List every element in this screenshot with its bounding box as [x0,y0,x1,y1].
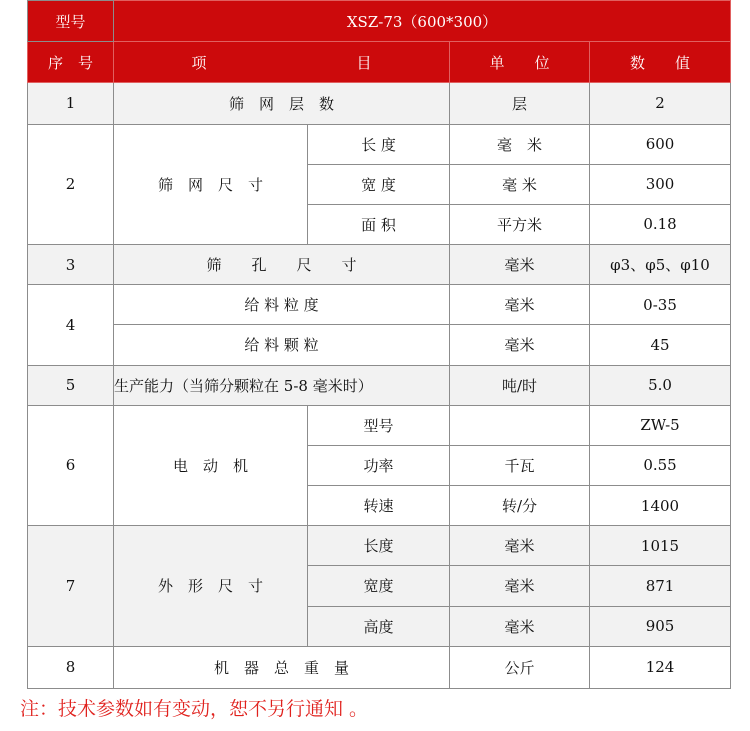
table-row [28,124,731,164]
unit-cell: 毫米 [450,526,590,566]
sub-item-cell: 面 积 [308,204,450,244]
unit-cell: 毫 米 [450,124,590,164]
value-cell: 45 [590,325,731,365]
unit-cell: 层 [450,83,590,124]
col-header-seq: 序 号 [28,42,114,83]
table-row [28,646,731,688]
value-cell: 2 [590,83,731,124]
value-cell: 871 [590,566,731,606]
footnote: 注：技术参数如有变动，恕不另行通知 。 [20,698,369,720]
sub-item-cell: 宽 度 [308,164,450,204]
seq-cell: 6 [28,405,114,526]
seq-cell: 7 [28,526,114,647]
sub-item-cell: 长度 [308,526,450,566]
header-columns-row [28,42,731,83]
seq-cell: 2 [28,124,114,245]
table-row [28,405,731,445]
item-cell: 机 器 总 重 量 [114,646,450,688]
model-label: 型号 [28,1,114,42]
unit-cell: 毫米 [450,285,590,325]
unit-cell: 毫米 [450,325,590,365]
item-cell: 筛 孔 尺 寸 [114,245,450,285]
col-header-value: 数 值 [590,42,731,83]
value-cell: 905 [590,606,731,646]
value-cell: 5.0 [590,365,731,405]
seq-cell: 5 [28,365,114,405]
unit-cell: 公斤 [450,646,590,688]
seq-cell: 4 [28,285,114,365]
sub-item-cell: 型号 [308,405,450,445]
value-cell: 0.55 [590,445,731,485]
value-cell: 0-35 [590,285,731,325]
sub-item-cell: 宽度 [308,566,450,606]
col-header-item: 项 目 [114,42,450,83]
table-row [28,325,731,365]
table-row [28,285,731,325]
table-row [28,526,731,566]
sub-item-cell: 功率 [308,445,450,485]
table-row [28,83,731,124]
value-cell: ZW-5 [590,405,731,445]
unit-cell: 毫米 [450,245,590,285]
sub-item-cell: 高度 [308,606,450,646]
unit-cell: 转/分 [450,486,590,526]
unit-cell: 毫米 [450,566,590,606]
unit-cell: 毫 米 [450,164,590,204]
item-cell: 生产能力（当筛分颗粒在 5-8 毫米时） [114,365,450,405]
spec-table [27,0,731,689]
unit-cell: 千瓦 [450,445,590,485]
header-model-row [28,1,731,42]
value-cell: 0.18 [590,204,731,244]
col-header-unit: 单 位 [450,42,590,83]
seq-cell: 3 [28,245,114,285]
item-cell: 外 形 尺 寸 [114,526,308,647]
table-row [28,245,731,285]
unit-cell: 吨/时 [450,365,590,405]
unit-cell [450,405,590,445]
item-cell: 电 动 机 [114,405,308,526]
table-row [28,365,731,405]
item-cell: 给 料 颗 粒 [114,325,450,365]
value-cell: φ3、φ5、φ10 [590,245,731,285]
item-cell: 给 料 粒 度 [114,285,450,325]
unit-cell: 平方米 [450,204,590,244]
value-cell: 600 [590,124,731,164]
sub-item-cell: 转速 [308,486,450,526]
value-cell: 1400 [590,486,731,526]
item-cell: 筛 网 层 数 [114,83,450,124]
value-cell: 124 [590,646,731,688]
seq-cell: 1 [28,83,114,124]
sub-item-cell: 长 度 [308,124,450,164]
model-value: XSZ-73（600*300） [114,1,731,42]
unit-cell: 毫米 [450,606,590,646]
value-cell: 1015 [590,526,731,566]
value-cell: 300 [590,164,731,204]
item-cell: 筛 网 尺 寸 [114,124,308,245]
seq-cell: 8 [28,646,114,688]
